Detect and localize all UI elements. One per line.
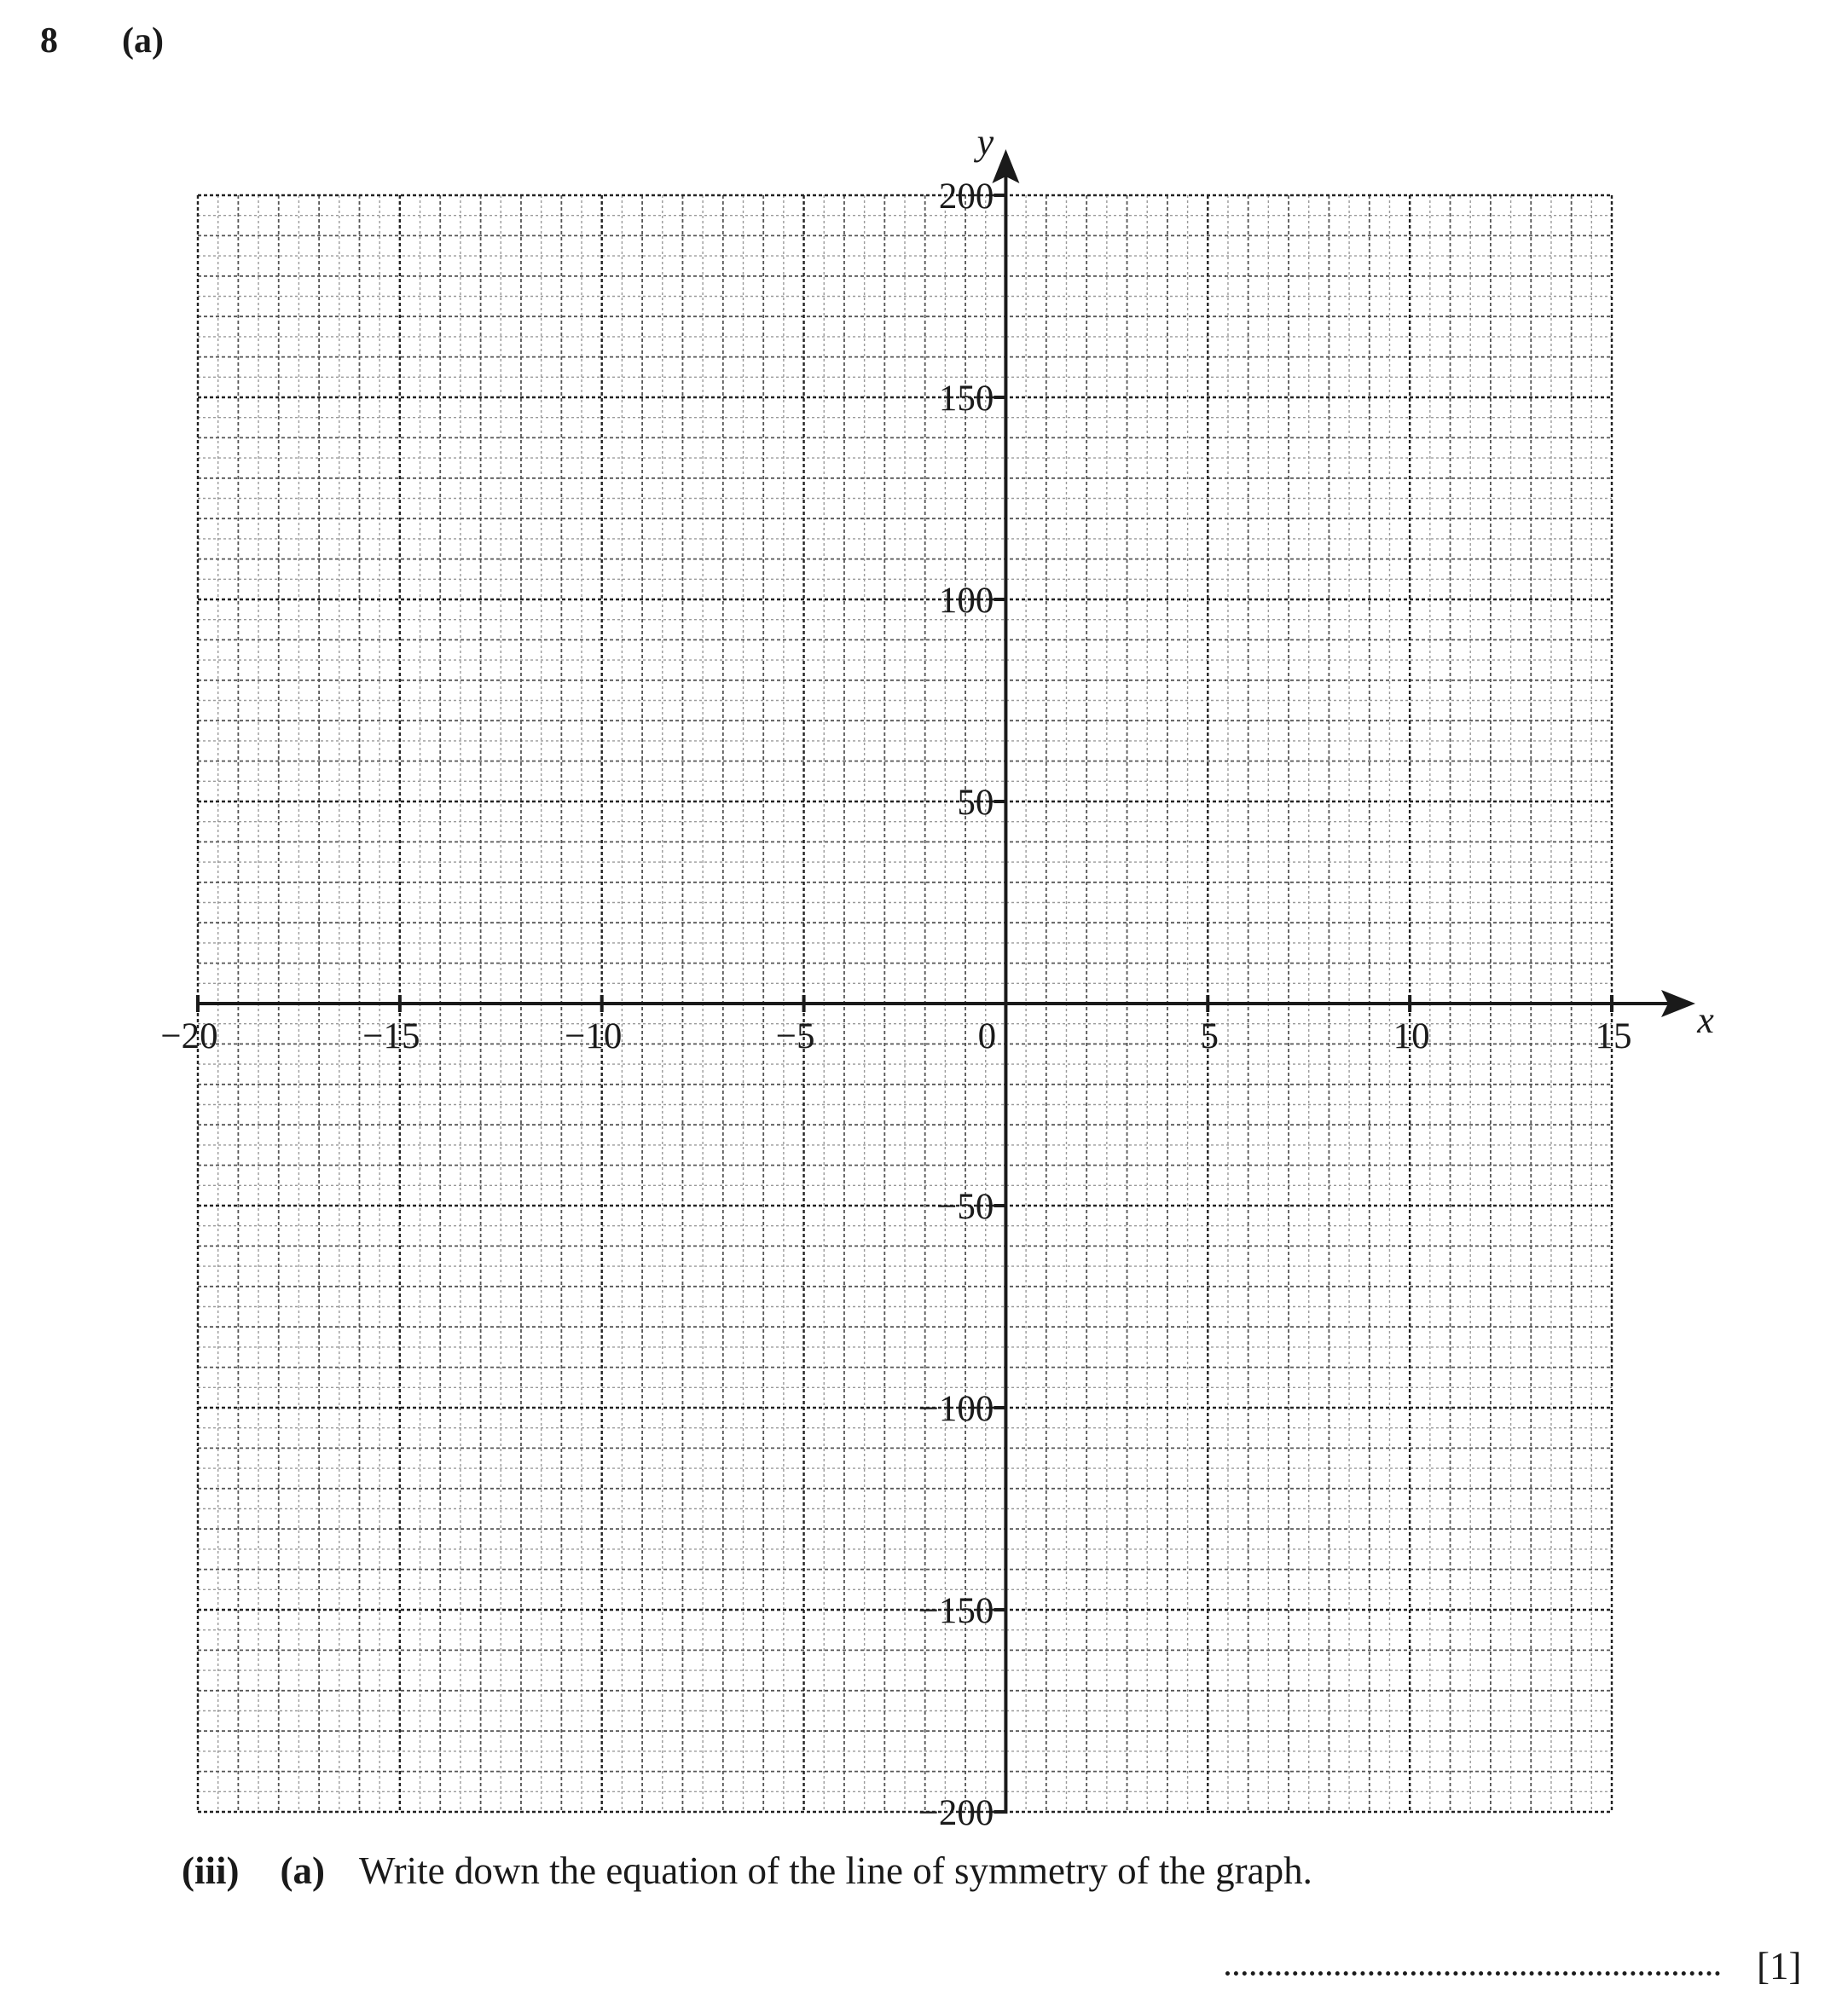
- x-tick-label: 5: [1200, 1016, 1219, 1056]
- y-tick-label: 150: [938, 379, 994, 419]
- x-tick-label: −10: [565, 1016, 623, 1056]
- y-tick-label: −50: [936, 1187, 994, 1227]
- answer-line[interactable]: [1225, 1971, 1720, 1976]
- sub-sub-part-label: (a): [280, 1849, 325, 1892]
- x-tick-label: −5: [775, 1016, 815, 1056]
- x-tick-label: −20: [160, 1016, 218, 1056]
- x-tick-label: 15: [1595, 1016, 1632, 1056]
- sub-part-label: (iii): [182, 1849, 240, 1892]
- question-part: (a): [122, 21, 164, 61]
- x-tick-label: 0: [977, 1016, 997, 1056]
- question-text-line: [182, 1849, 1312, 1893]
- x-axis-label: x: [1697, 999, 1714, 1041]
- x-tick-label: −15: [362, 1016, 420, 1056]
- y-tick-label: 200: [938, 176, 994, 217]
- y-tick-label: −200: [918, 1793, 994, 1833]
- x-tick-label: 10: [1393, 1016, 1430, 1056]
- question-number: 8: [40, 21, 58, 61]
- question-text: Write down the equation of the line of symmetry of the graph.: [358, 1849, 1312, 1892]
- tick-labels: [160, 121, 1714, 1833]
- y-tick-label: −100: [918, 1389, 994, 1429]
- y-tick-label: 100: [938, 581, 994, 621]
- y-axis-label: y: [976, 121, 994, 163]
- y-tick-label: 50: [957, 783, 994, 823]
- marks-label: [1]: [1757, 1945, 1802, 1988]
- y-tick-label: −150: [918, 1591, 994, 1631]
